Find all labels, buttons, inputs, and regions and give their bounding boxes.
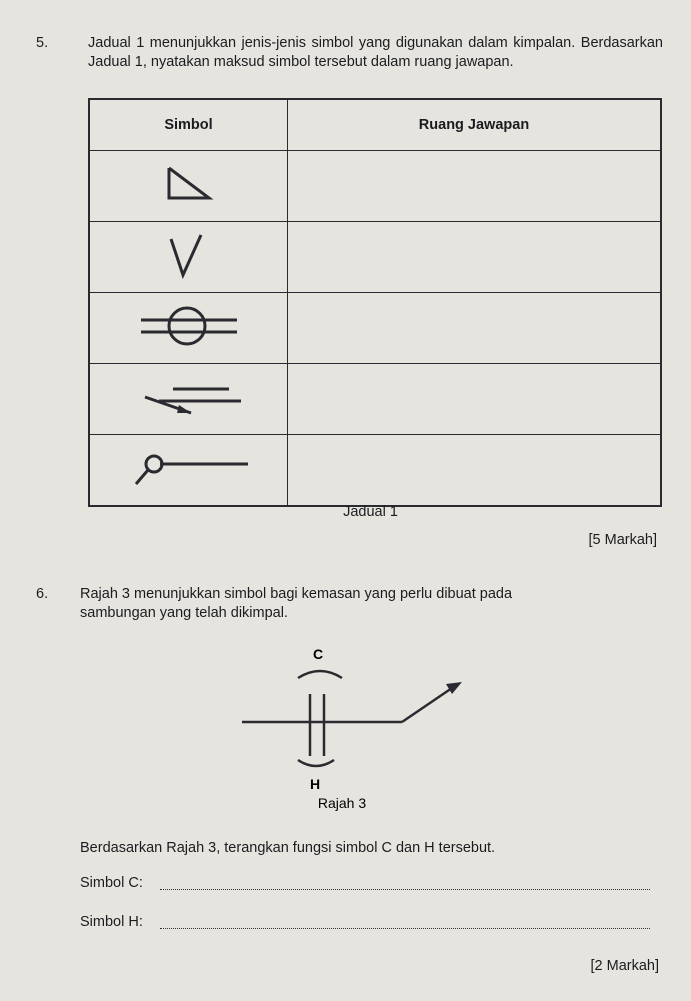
arrowhead-icon (446, 682, 462, 694)
symbol-cell (89, 151, 288, 222)
circle-on-lines-icon (129, 296, 249, 356)
diagram-caption: Rajah 3 (317, 795, 367, 811)
symbol-cell (89, 222, 288, 293)
circle-with-line-icon (124, 438, 254, 498)
symbol-cell (89, 435, 288, 507)
table-row (89, 435, 661, 507)
q5-marks: [5 Markah] (588, 532, 657, 548)
convex-contour-icon (298, 671, 342, 678)
triangle-weld-icon (149, 154, 229, 214)
q6-marks: [2 Markah] (590, 958, 659, 974)
symbol-table (88, 98, 662, 507)
answer-cell[interactable] (288, 364, 662, 435)
q6-instruction: Berdasarkan Rajah 3, terangkan fungsi simbol C dan H tersebut. (80, 840, 496, 856)
answer-cell[interactable] (288, 222, 662, 293)
concave-contour-icon (298, 760, 334, 766)
answer-cell[interactable] (288, 435, 662, 507)
symbol-cell (89, 293, 288, 364)
answer-c-line[interactable] (160, 889, 650, 890)
diagram-label-h: H (309, 776, 321, 792)
q6-text: Rajah 3 menunjukkan simbol bagi kemasan yang perlu dibuat pada sambungan yang telah dikimpal. (80, 586, 513, 621)
v-groove-icon (149, 225, 229, 285)
answer-cell[interactable] (288, 151, 662, 222)
q5-text: Jadual 1 menunjukkan jenis-jenis simbol yang digunakan dalam kimpalan. Berdasarkan Jadual 1, nyatakan maksud simbol tersebut dalam ruang jawapan. (88, 35, 663, 70)
answer-c-label: Simbol C: (80, 875, 143, 891)
answer-h-line[interactable] (160, 928, 650, 929)
q6-number: 6. (36, 586, 49, 602)
table-header-simbol: Simbol (89, 99, 288, 151)
table-caption: Jadual 1 (343, 504, 398, 520)
symbol-cell (89, 364, 288, 435)
table-row (89, 151, 661, 222)
rajah-3-diagram (230, 640, 490, 820)
diagram-label-c: C (312, 646, 324, 662)
table-row (89, 293, 661, 364)
table-row (89, 364, 661, 435)
q5-number: 5. (36, 35, 49, 51)
answer-h-label: Simbol H: (80, 914, 143, 930)
flag-arrow-lines-icon (129, 367, 249, 427)
arrow-line (402, 688, 452, 722)
table-row (89, 222, 661, 293)
answer-cell[interactable] (288, 293, 662, 364)
table-header-ruang-jawapan: Ruang Jawapan (288, 99, 662, 151)
